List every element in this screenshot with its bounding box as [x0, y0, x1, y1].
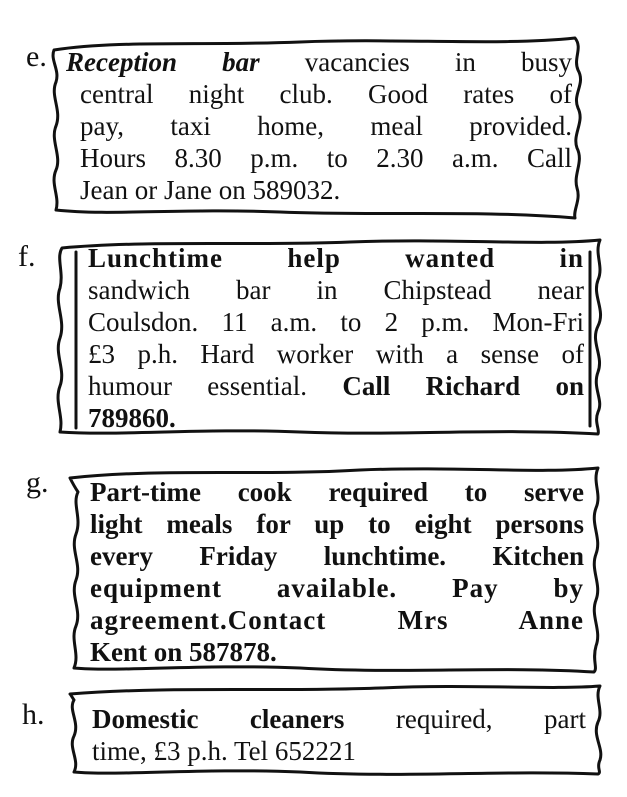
ad-line: equipment available. Pay by: [90, 573, 584, 603]
ad-line: Coulsdon. 11 a.m. to 2 p.m. Mon-Fri: [88, 307, 584, 337]
ad-line: 789860.: [88, 403, 176, 433]
ad-letter: g.: [26, 466, 49, 499]
ad-line: Domestic cleaners required, part: [92, 704, 586, 734]
ad-line: Lunchtime help wanted in: [88, 243, 584, 273]
ad-line: Kent on 587878.: [90, 637, 277, 667]
ad-line: £3 p.h. Hard worker with a sense of: [88, 339, 584, 369]
ad-text: [92, 703, 586, 767]
ad-letter: e.: [26, 40, 47, 73]
ad-line: time, £3 p.h. Tel 652221: [92, 736, 356, 766]
ad-letter: h.: [22, 698, 45, 731]
ad-line: every Friday lunchtime. Kitchen: [90, 541, 584, 571]
ad-line: Reception bar vacancies in busy: [66, 47, 572, 77]
ad-line: Hours 8.30 p.m. to 2.30 a.m. Call: [80, 143, 572, 173]
ad-line: light meals for up to eight persons: [90, 509, 584, 539]
ad-line: pay, taxi home, meal provided.: [80, 111, 572, 141]
ad-line: agreement.Contact Mrs Anne: [90, 605, 584, 635]
ad-line: sandwich bar in Chipstead near: [88, 275, 584, 305]
ad-letter: f.: [18, 240, 36, 273]
ad-line: Jean or Jane on 589032.: [80, 175, 341, 205]
ad-line: central night club. Good rates of: [80, 79, 572, 109]
ad-line: Part-time cook required to serve: [90, 477, 584, 507]
ad-line: humour essential. Call Richard on: [88, 371, 584, 401]
